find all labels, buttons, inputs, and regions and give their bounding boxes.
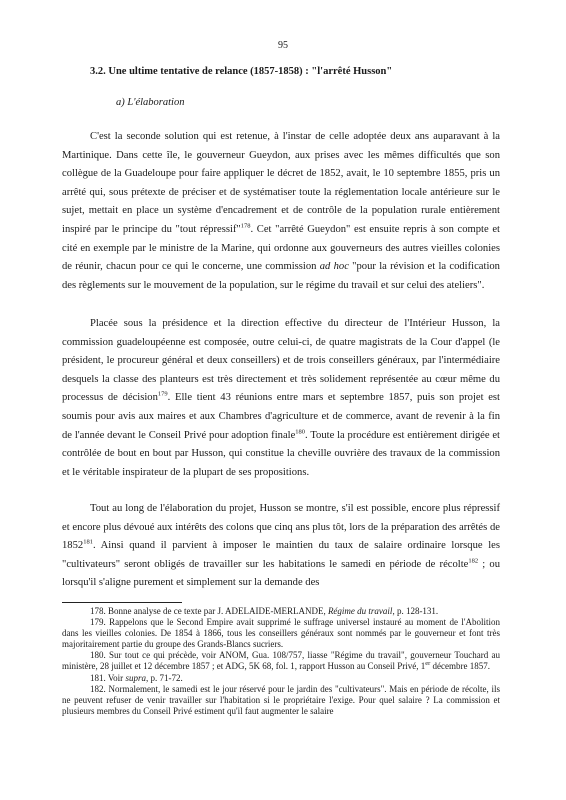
footnote	[62, 650, 500, 672]
footnote-marker: 178	[240, 222, 251, 230]
footnote	[62, 673, 500, 684]
body-paragraph	[62, 500, 500, 593]
text-run: , p. 71-72.	[145, 672, 183, 683]
footnotes	[62, 606, 500, 717]
footnote-marker: 182	[468, 557, 479, 565]
text-run: "pour la révision et la codification des règlements sur le mouvement de la population, sur le régime du travail et sur celui des ateliers".	[62, 261, 500, 291]
text-run: 180. Sur tout ce qui précède, voir ANOM, Gua. 108/757, liasse "Régime du travail", gouverneur Touchard au ministère, 28 juillet et 12 décembre 1857 ; et ADG, 5K 68, fol. 1, rapport Husson au Conseil Privé, 1	[62, 650, 500, 672]
body-paragraph	[62, 315, 500, 482]
section-heading: 3.2. Une ultime tentative de relance (1857-1858) : "l'arrêté Husson"	[90, 66, 393, 77]
text-run: . Toute la procédure est entièrement dirigée et contrôlée de bout en bout par Husson, qui constitue la cheville ouvrière des travaux de la commission et le véritable inspirateur de la plupart de ses propositions.	[62, 429, 500, 478]
footnote	[62, 684, 500, 717]
text-run: . Ainsi quand il parvient à imposer le maintien du taux de salaire ordinaire lorsque les "cultivateurs" seront obligés de travailler sur les habitations le samedi en période de récolte	[62, 540, 500, 570]
text-run: Tout au long de l'élaboration du projet, Husson se montre, s'il est possible, encore plus répressif et encore plus dévoué aux intérêts des colons que cinq ans plus tôt, lors de la préparation des arrêtés de 1852	[62, 503, 500, 552]
italic-text: ad hoc	[319, 261, 349, 273]
footnote	[62, 606, 500, 617]
text-run: . Cet "arrêté Gueydon" est ensuite repris à son compte et cité en exemple par le ministre de la Marine, qui ordonne aux gouverneurs des autres vieilles colonies de réunir, chacun pour ce qui le concerne, une commission	[62, 223, 500, 273]
footnote	[62, 617, 500, 650]
text-run: C'est la seconde solution qui est retenue, à l'instar de celle adoptée deux ans auparavant à la Martinique. Dans cette île, le gouverneur Gueydon, aux prises avec les mêmes difficultés que son collègue de la Guadeloupe pour faire appliquer le décret de 1852, avait, le 10 septembre 1855, pris un arrêté qui, sous prétexte de préciser et de systématiser toute la réglementation locale antérieure sur le sujet, mettait en place un système d'encadrement et de contrôle de la population rurale entièrement inspiré par le principe du "tout répressif"	[62, 131, 500, 235]
subsection-heading: a) L'élaboration	[116, 97, 185, 108]
footnote-separator	[62, 602, 182, 603]
text-run: Placée sous la présidence et la direction effective du directeur de l'Intérieur Husson, la commission guadeloupéenne est composée, outre celui-ci, de quatre magistrats de la Cour d'appel (le président, le procureur général et deux conseillers) et de trois conseillers généraux, par l'intermédiaire desquels la classe des planteurs est très directement et très solidement représentée au cœur même du processus de décision	[62, 318, 500, 404]
italic-text: supra	[125, 672, 146, 683]
text-run: 182. Normalement, le samedi est le jour réservé pour le jardin des "cultivateurs". Mais en période de récolte, ils ne peuvent refuser de venir travailler sur l'habitation si le propriétaire l'exige. Pour quel salaire ? La commission et plusieurs membres du Conseil Privé estiment qu'il faut augmenter le salaire	[62, 683, 500, 716]
footnote-marker: 179	[157, 390, 168, 398]
text-run: décembre 1857.	[430, 661, 490, 672]
text-run: 178. Bonne analyse de ce texte par J. ADELAIDE-MERLANDE,	[90, 606, 328, 616]
text-run: ; ou lorsqu'il s'aligne purement et simplement sur la demande des	[62, 558, 500, 589]
body-paragraph	[62, 128, 500, 295]
footnote-marker: 180	[295, 428, 306, 436]
footnote-marker: 181	[83, 538, 93, 546]
text-run: 179. Rappelons que le Second Empire avait supprimé le suffrage universel instauré au moment de l'Abolition dans les vieilles colonies. De 1854 à 1866, tous les conseillers généraux sont nommés par le gouverneur et font très majoritairement partie du groupe des Grands-Blancs sucriers.	[62, 617, 500, 650]
text-run: . Elle tient 43 réunions entre mars et septembre 1857, puis son projet est soumis pour avis aux maires et aux Chambres d'agriculture et de commerce, avant de revenir à la fin de l'année devant le Conseil Privé pour adoption finale	[62, 392, 500, 441]
page-number: 95	[278, 40, 288, 51]
text-run: , p. 128-131.	[392, 606, 439, 616]
italic-text: Régime du travail	[327, 606, 393, 616]
footnote-marker: er	[425, 660, 431, 668]
text-run: 181. Voir	[90, 672, 126, 683]
